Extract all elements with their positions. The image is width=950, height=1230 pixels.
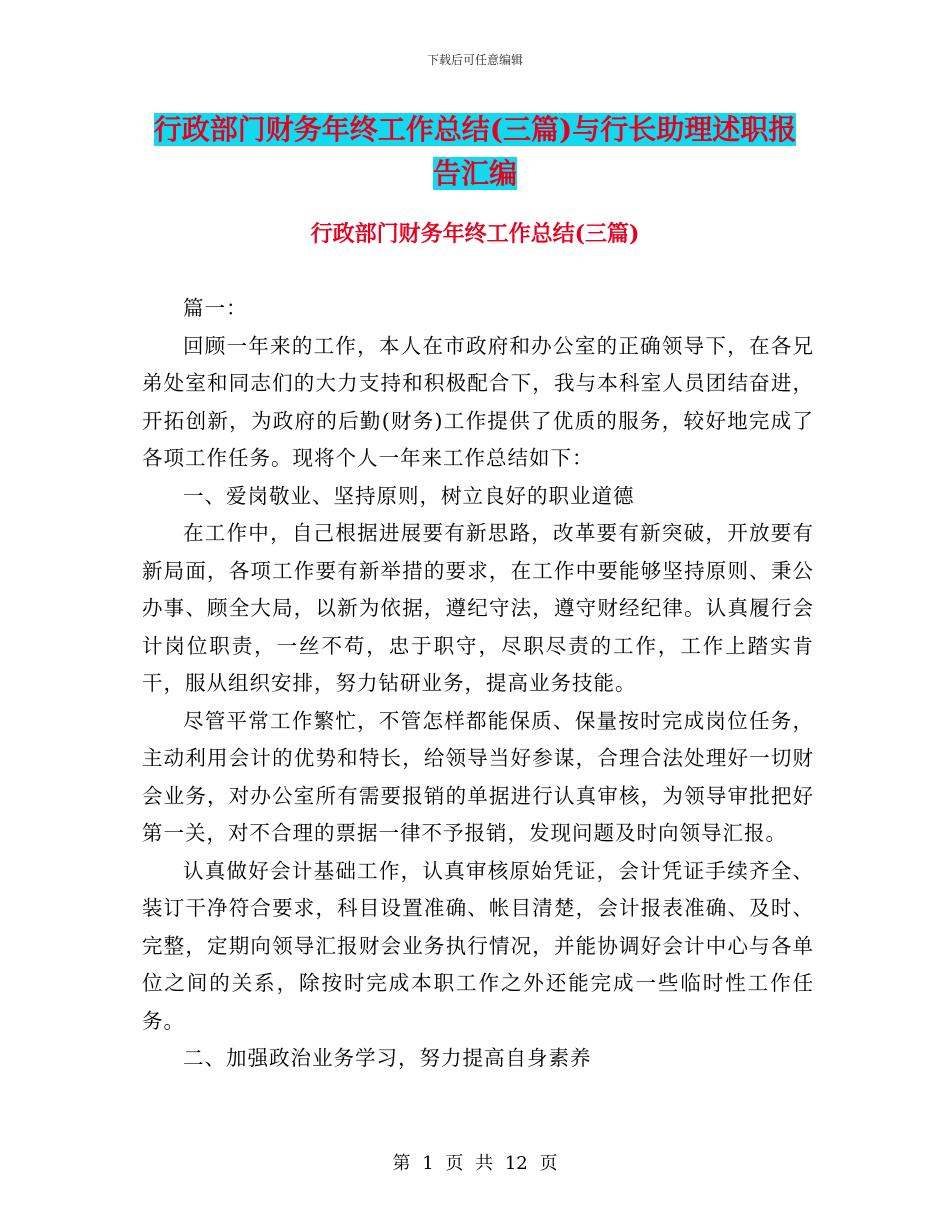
section-heading: 二、加强政治业务学习，努力提高自身素养 (183, 1046, 592, 1070)
paragraph: 尽管平常工作繁忙，不管怎样都能保质、保量按时完成岗位任务，主动利用会计的优势和特长，给领导当好参谋，合理合法处理好一切财会业务，对办公室所有需要报销的单据进行认真审核，为领导审批把好第一关，对不合理的票据一律不予报销，发现问题及时向领导汇报。 (142, 708, 814, 845)
main-title-highlight: 行政部门财务年终工作总结(三篇)与行长助理述职报告汇编 (153, 113, 797, 190)
document-main-title (150, 108, 800, 196)
section-heading: 一、爱岗敬业、坚持原则，树立良好的职业道德 (183, 483, 635, 508)
paragraph-label: 篇一： (183, 296, 248, 320)
document-body (142, 290, 814, 1078)
section-title: 行政部门财务年终工作总结(三篇) (310, 221, 640, 247)
page-number: 第 1 页 共 12 页 (392, 1153, 558, 1174)
paragraph: 在工作中，自己根据进展要有新思路，改革要有新突破，开放要有新局面，各项工作要有新举措的要求，在工作中要能够坚持原则、秉公办事、顾全大局，以新为依据，遵纪守法，遵守财经纪律。认真履行会计岗位职责，一丝不苟，忠于职守，尽职尽责的工作，工作上踏实肯干，服从组织安排，努力钻研业务，提高业务技能。 (142, 521, 814, 695)
page-header-note: 下载后可任意编辑 (426, 53, 523, 67)
paragraph: 认真做好会计基础工作，认真审核原始凭证，会计凭证手续齐全、装订干净符合要求，科目设置准确、帐目清楚，会计报表准确、及时、完整，定期向领导汇报财会业务执行情况，并能协调好会计中心与各单位之间的关系，除按时完成本职工作之外还能完成一些临时性工作任务。 (142, 858, 814, 1033)
paragraph: 回顾一年来的工作，本人在市政府和办公室的正确领导下，在各兄弟处室和同志们的大力支持和积极配合下，我与本科室人员团结奋进，开拓创新，为政府的后勤(财务)工作提供了优质的服务，较好地完成了各项工作任务。现将个人一年来工作总结如下： (142, 333, 814, 470)
